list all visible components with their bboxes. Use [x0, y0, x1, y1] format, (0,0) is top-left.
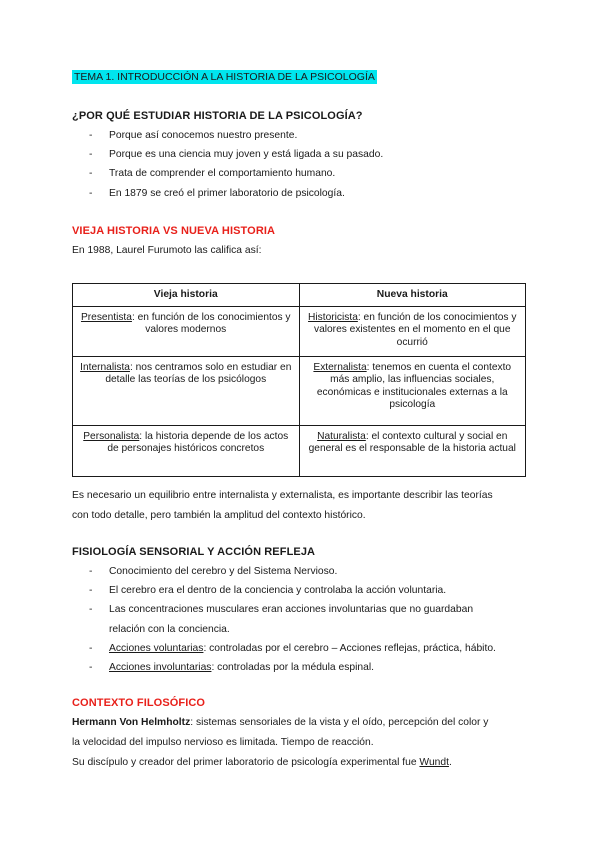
table-cell-naturalista	[299, 426, 526, 477]
why-study-list	[72, 126, 383, 203]
list-item: - En 1879 se creó el primer laboratorio de psicología.	[72, 184, 383, 203]
table-row	[73, 426, 526, 477]
balance-paragraph-line-2: con todo detalle, pero también la amplitud del contexto histórico.	[72, 510, 366, 521]
table-cell-externalista	[299, 357, 526, 426]
table-cell-personalista	[73, 426, 300, 477]
list-item	[72, 639, 496, 658]
helmholtz-description: : sistemas sensoriales de la vista y el oído, percepción del color y	[190, 717, 489, 728]
term-historicista: Historicista	[308, 312, 358, 323]
table-row	[73, 357, 526, 426]
sensory-physiology-list	[72, 562, 496, 677]
definition-text: : la historia depende de los actos de personajes históricos concretos	[107, 431, 289, 455]
definition-text: : el contexto cultural y social en general es el responsable de la historia actual	[308, 431, 516, 455]
definition-text: : controladas por el cerebro – Acciones reflejas, práctica, hábito.	[203, 642, 496, 654]
list-item: - Porque es una ciencia muy joven y está ligada a su pasado.	[72, 145, 383, 164]
list-item-continuation: relación con la conciencia.	[109, 623, 230, 635]
list-item: - Trata de comprender el comportamiento humano.	[72, 164, 383, 183]
section-heading-why-study: ¿POR QUÉ ESTUDIAR HISTORIA DE LA PSICOLOGÍA?	[72, 110, 363, 122]
helmholtz-line-1	[72, 713, 488, 733]
table-cell-presentista	[73, 307, 300, 357]
term-personalista: Personalista	[83, 431, 140, 442]
term-presentista: Presentista	[80, 312, 132, 323]
wundt-name: Wundt	[419, 757, 449, 768]
term-externalista: Externalista	[313, 362, 367, 373]
definition-text: : nos centramos solo en estudiar en detalle las teorías de los psicólogos	[105, 362, 292, 386]
term-voluntary-actions: Acciones voluntarias	[109, 642, 204, 654]
section-heading-sensory-physiology: FISIOLOGÍA SENSORIAL Y ACCIÓN REFLEJA	[72, 546, 316, 558]
wundt-line	[72, 753, 452, 773]
table-row	[73, 307, 526, 357]
helmholtz-name: Hermann Von Helmholtz	[72, 717, 191, 728]
term-involuntary-actions: Acciones involuntarias	[109, 661, 212, 673]
wundt-line-text: Su discípulo y creador del primer laboratorio de psicología experimental fue	[72, 757, 420, 768]
definition-text: : en función de los conocimientos y valores modernos	[131, 312, 291, 336]
balance-paragraph-line-1: Es necesario un equilibrio entre internalista y externalista, es importante describir las teorías	[72, 490, 493, 501]
table-cell-historicista	[299, 307, 526, 357]
list-item: - Conocimiento del cerebro y del Sistema Nervioso.	[72, 562, 496, 581]
list-item: - El cerebro era el dentro de la conciencia y controlaba la acción voluntaria.	[72, 581, 496, 600]
document-title: TEMA 1. INTRODUCCIÓN A LA HISTORIA DE LA PSICOLOGÍA	[74, 71, 375, 83]
list-item	[72, 658, 496, 677]
table-cell-internalista	[73, 357, 300, 426]
definition-text: : en función de los conocimientos y valores existentes en el momento en el que ocurrió	[313, 312, 517, 348]
furumoto-intro: En 1988, Laurel Furumoto las califica así:	[72, 245, 262, 256]
list-item: - Porque así conocemos nuestro presente.	[72, 126, 383, 145]
helmholtz-line-2: la velocidad del impulso nervioso es limitada. Tiempo de reacción.	[72, 737, 374, 748]
term-internalista: Internalista	[80, 362, 130, 373]
section-heading-old-vs-new: VIEJA HISTORIA VS NUEVA HISTORIA	[72, 225, 276, 237]
list-item: - Las concentraciones musculares eran acciones involuntarias que no guardaban	[72, 600, 496, 619]
definition-text: : tenemos en cuenta el contexto más amplio, las influencias sociales, económicas e institucionales externas a la psicología	[316, 362, 512, 410]
column-header-new-history: Nueva historia	[299, 284, 526, 307]
section-heading-philosophical-context: CONTEXTO FILOSÓFICO	[72, 697, 206, 709]
definition-text: : controladas por la médula espinal.	[211, 661, 375, 673]
term-naturalista: Naturalista	[317, 431, 366, 442]
wundt-line-end: .	[449, 757, 452, 768]
history-comparison-table	[72, 283, 526, 477]
column-header-old-history: Vieja historia	[73, 284, 300, 307]
